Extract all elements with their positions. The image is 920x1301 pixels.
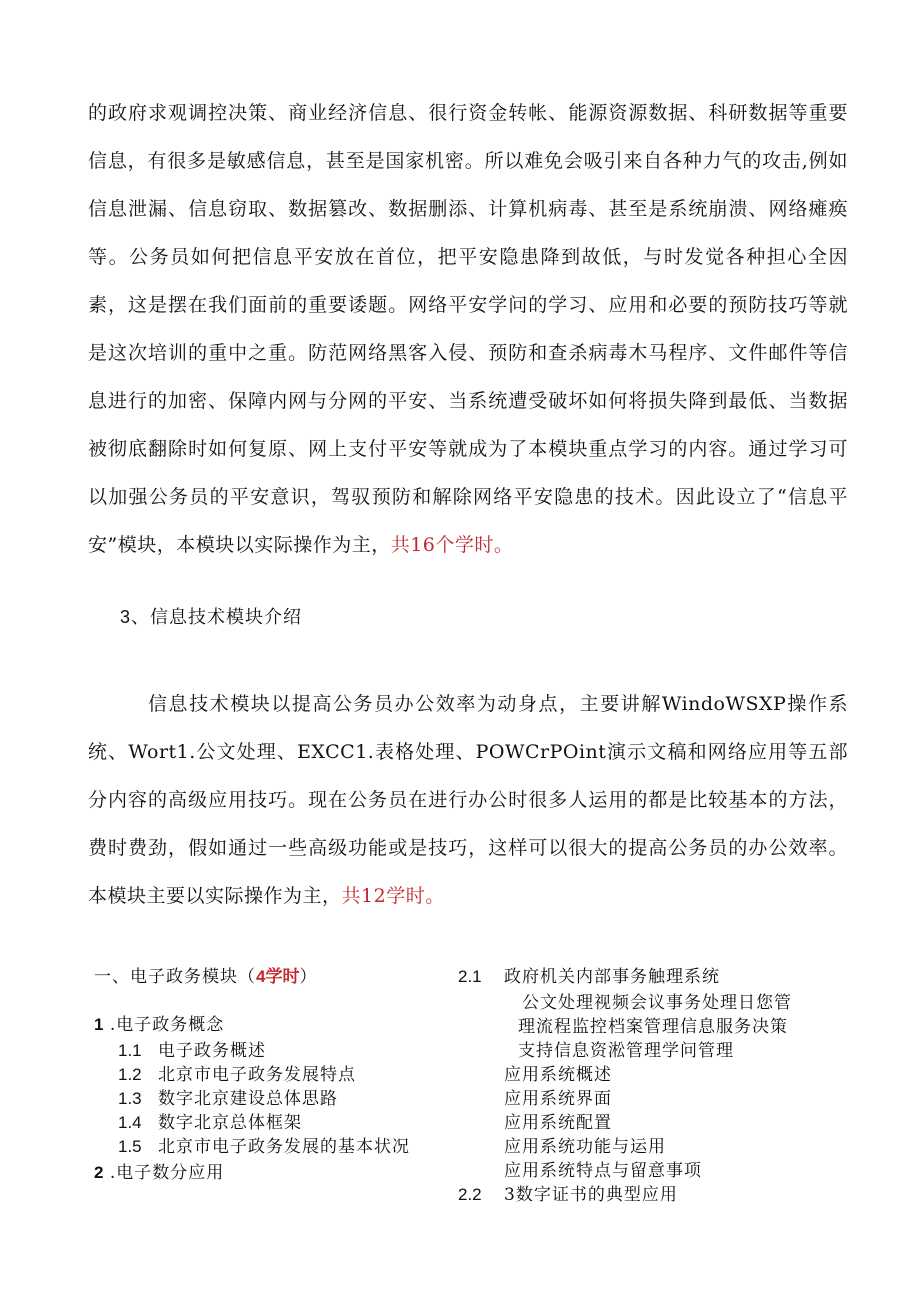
module-heading: 一、电子政务模块（4学时） — [94, 967, 318, 987]
list-item: 应用系统界面 — [504, 1089, 612, 1109]
paragraph-security-text: 的政府求观调控决策、商业经济信息、很行资金转帐、能源资源数据、科研数据等重要信息，有很多是敏感信息，甚至是国家机密。所以难免会吸引来自各种力气的攻击,例如信息泄漏、信息窃取、数据篡改、数据删添、计算机病毒、甚至是系统崩溃、网络瘫痪等。公务员如何把信息平安放在首位，把平安隐患降到故低，与时发觉各种担心全因素，这是摆在我们面前的重要诿题。网络平安学问的学习、应用和必要的预防技巧等就是这次培训的重中之重。防范网络黑客入侵、预防和查杀病毒木马程序、文件邮件等信息进行的加密、保障内网与分网的平安、当系统遭受破坏如何将损失降到最低、当数据被彻底翻除时如何复原、网上支付平安等就成为了本模块重点学习的内容。通过学习可以加强公务员的平安意识，驾驭预防和解除网络平安隐患的技术。因此设立了“信息平安”模块，本模块以实际操作为主， — [88, 102, 848, 556]
item-title: .电子政务概念 — [109, 1015, 225, 1035]
it-hours-highlight: 共12学时。 — [341, 885, 445, 907]
sub-section-2-1: 2.1 政府机关内部事务触理系统 — [458, 967, 720, 987]
security-hours-highlight: 共16个学时。 — [390, 534, 514, 556]
sub-section-detail-line: 支持信息资淞管理学问管理 — [518, 1041, 734, 1061]
sub-section-2-2: 2.2 3数字证书的典型应用 — [458, 1185, 678, 1205]
outline-item-1 — [94, 1010, 224, 1035]
section-number: 3、 — [120, 607, 151, 627]
list-item: 应用系统配置 — [504, 1113, 612, 1133]
module-hours: 4学时 — [256, 967, 300, 986]
item-title: .电子数分应用 — [109, 1163, 225, 1183]
list-item: 应用系统功能与运用 — [504, 1137, 666, 1157]
sub-item: 1.2 北京市电子政务发展特点 — [118, 1065, 356, 1085]
sub-item: 1.4 数字北京总体框架 — [118, 1113, 302, 1133]
outline-item-2 — [94, 1158, 224, 1183]
sub-section-detail-line: 公文处理视频会议事务处理日您管 — [522, 993, 792, 1013]
section-title: 信息技术模块介绍 — [150, 607, 303, 628]
item-number: 1 — [94, 1015, 104, 1034]
list-item: 应用系统概述 — [504, 1065, 612, 1085]
section-heading-3 — [120, 603, 302, 632]
paragraph-it-text: 信息技术模块以提高公务员办公效率为动身点，主要讲解WindoWSXP操作系统、Wort1.公文处理、EXCC1.表格处理、POWCrPOint演示文稿和网络应用等五部分内容的高级应用技巧。现在公务员在进行办公时很多人运用的都是比较基本的方法，费时费劲，假如通过一些高级功能或是技巧，这样可以很大的提高公务员的办公效率。本模块主要以实际操作为主， — [88, 693, 848, 907]
sub-section-detail-line: 理流程监控档案管理信息服务决策 — [518, 1017, 788, 1037]
sub-item: 1.5 北京市电子政务发展的基本状况 — [118, 1137, 410, 1157]
paragraph-security-module — [88, 89, 848, 569]
list-item: 应用系统特点与留意事项 — [504, 1161, 702, 1181]
outline-right-column — [458, 962, 858, 1212]
sub-item: 1.3 数字北京建设总体思路 — [118, 1089, 338, 1109]
outline-left-column — [94, 962, 454, 1192]
paragraph-it-module — [88, 680, 848, 920]
sub-item: 1.1 电子政务概述 — [118, 1041, 266, 1061]
item-number: 2 — [94, 1163, 104, 1182]
